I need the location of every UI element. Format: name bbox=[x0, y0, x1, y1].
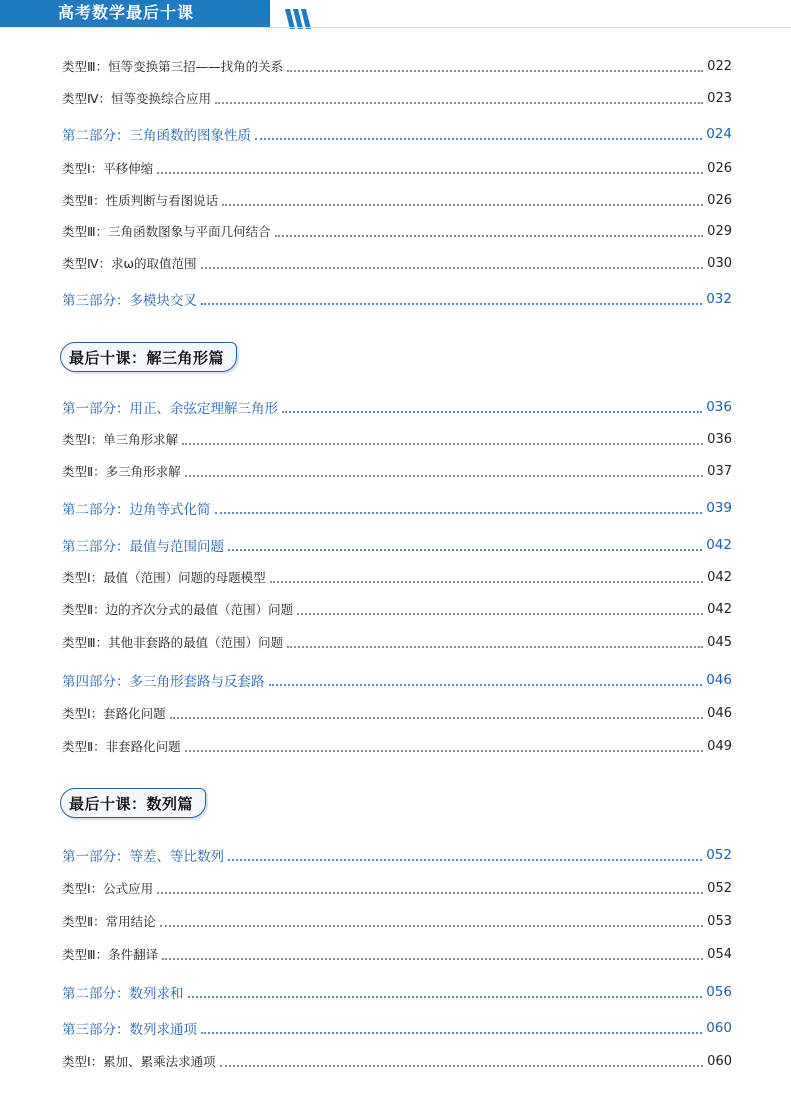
toc-part-entry[interactable] bbox=[62, 395, 732, 419]
leader-dots bbox=[157, 892, 703, 894]
toc-part-label: 第三部分：最值与范围问题 bbox=[62, 539, 224, 555]
toc-entry-page: 036 bbox=[707, 431, 732, 447]
toc-entry-page: 030 bbox=[707, 255, 732, 271]
toc-entry-label: 类型Ⅱ：边的齐次分式的最值（范围）问题 bbox=[62, 602, 294, 617]
toc-entry-label: 类型Ⅲ：三角函数图象与平面几何结合 bbox=[62, 224, 271, 239]
leader-dots bbox=[170, 717, 703, 719]
toc-part-page: 032 bbox=[706, 291, 732, 307]
toc-part-label: 第四部分：多三角形套路与反套路 bbox=[62, 674, 265, 690]
leader-dots bbox=[215, 102, 703, 104]
header-slash-decoration-icon bbox=[283, 9, 313, 29]
leader-dots bbox=[222, 204, 703, 206]
toc-part-page: 036 bbox=[706, 399, 732, 415]
toc-part-entry[interactable] bbox=[62, 1016, 732, 1040]
toc-part-entry[interactable] bbox=[62, 843, 732, 867]
toc-part-page: 052 bbox=[706, 847, 732, 863]
toc-entry-page: 052 bbox=[707, 880, 732, 896]
section-title: 最后十课：解三角形篇 bbox=[69, 348, 225, 367]
toc-entry[interactable] bbox=[62, 219, 732, 243]
leader-dots bbox=[201, 267, 704, 269]
toc-part-entry[interactable] bbox=[62, 122, 732, 146]
leader-dots bbox=[287, 646, 703, 648]
toc-entry[interactable] bbox=[62, 701, 732, 725]
toc-entry[interactable] bbox=[62, 630, 732, 654]
toc-entry[interactable] bbox=[62, 251, 732, 275]
leader-dots bbox=[270, 581, 703, 583]
toc-entry-label: 类型Ⅳ：恒等变换综合应用 bbox=[62, 91, 212, 106]
toc-entry[interactable] bbox=[62, 54, 732, 78]
leader-dots bbox=[228, 859, 702, 861]
toc-part-label: 第三部分：多模块交叉 bbox=[62, 293, 197, 309]
toc-entry[interactable] bbox=[62, 909, 732, 933]
leader-dots bbox=[297, 613, 703, 615]
toc-entry-label: 类型Ⅲ：恒等变换第三招——找角的关系 bbox=[62, 59, 284, 74]
toc-entry-label: 类型Ⅱ：性质判断与看图说话 bbox=[62, 193, 219, 208]
leader-dots bbox=[182, 443, 703, 445]
toc-part-entry[interactable] bbox=[62, 668, 732, 692]
leader-dots bbox=[185, 750, 704, 752]
leader-dots bbox=[255, 138, 702, 140]
book-title: 高考数学最后十课 bbox=[58, 3, 195, 22]
toc-part-entry[interactable] bbox=[62, 496, 732, 520]
toc-part-page: 060 bbox=[706, 1020, 732, 1036]
toc-entry-page: 054 bbox=[707, 946, 732, 962]
leader-dots bbox=[201, 1032, 702, 1034]
toc-entry-label: 类型Ⅰ：公式应用 bbox=[62, 881, 154, 896]
toc-entry-page: 046 bbox=[707, 705, 732, 721]
toc-entry-page: 042 bbox=[707, 569, 732, 585]
toc-entry[interactable] bbox=[62, 876, 732, 900]
toc-part-label: 第二部分：边角等式化简 bbox=[62, 502, 211, 518]
leader-dots bbox=[157, 172, 703, 174]
toc-entry-page: 049 bbox=[707, 738, 732, 754]
toc-part-label: 第一部分：用正、余弦定理解三角形 bbox=[62, 401, 278, 417]
section-badge-sequence bbox=[60, 788, 206, 818]
leader-dots bbox=[215, 512, 703, 514]
leader-dots bbox=[269, 684, 703, 686]
toc-entry-page: 026 bbox=[707, 160, 732, 176]
leader-dots bbox=[188, 996, 703, 998]
leader-dots bbox=[162, 958, 703, 960]
toc-entry-label: 类型Ⅰ：平移伸缩 bbox=[62, 161, 154, 176]
toc-part-label: 第一部分：等差、等比数列 bbox=[62, 849, 224, 865]
section-badge-triangle bbox=[60, 342, 237, 372]
toc-part-label: 第二部分：数列求和 bbox=[62, 986, 184, 1002]
toc-entry-page: 045 bbox=[707, 634, 732, 650]
toc-entry[interactable] bbox=[62, 597, 732, 621]
toc-entry-label: 类型Ⅰ：累加、累乘法求通项 bbox=[62, 1054, 216, 1069]
toc-entry[interactable] bbox=[62, 1049, 732, 1073]
toc-entry-page: 037 bbox=[707, 463, 732, 479]
leader-dots bbox=[220, 1065, 703, 1067]
toc-part-label: 第三部分：数列求通项 bbox=[62, 1022, 197, 1038]
leader-dots bbox=[201, 303, 702, 305]
toc-part-page: 039 bbox=[706, 500, 732, 516]
toc-entry-page: 042 bbox=[707, 601, 732, 617]
toc-entry-page: 029 bbox=[707, 223, 732, 239]
toc-entry[interactable] bbox=[62, 459, 732, 483]
toc-entry[interactable] bbox=[62, 86, 732, 110]
toc-part-entry[interactable] bbox=[62, 287, 732, 311]
header-rule bbox=[0, 27, 791, 28]
toc-entry-label: 类型Ⅲ：其他非套路的最值（范围）问题 bbox=[62, 635, 284, 650]
toc-entry[interactable] bbox=[62, 942, 732, 966]
leader-dots bbox=[160, 925, 704, 927]
toc-entry-label: 类型Ⅱ：常用结论 bbox=[62, 914, 156, 929]
toc-part-page: 042 bbox=[706, 537, 732, 553]
toc-entry-page: 053 bbox=[707, 913, 732, 929]
leader-dots bbox=[228, 549, 702, 551]
toc-entry-label: 类型Ⅳ：求ω的取值范围 bbox=[62, 256, 197, 271]
toc-part-page: 046 bbox=[706, 672, 732, 688]
section-title: 最后十课：数列篇 bbox=[69, 794, 194, 813]
toc-entry-label: 类型Ⅱ：非套路化问题 bbox=[62, 739, 181, 754]
leader-dots bbox=[287, 70, 703, 72]
toc-entry-label: 类型Ⅰ：套路化问题 bbox=[62, 706, 166, 721]
toc-part-label: 第二部分：三角函数的图象性质 bbox=[62, 128, 251, 144]
leader-dots bbox=[282, 411, 702, 413]
toc-entry-label: 类型Ⅲ：条件翻译 bbox=[62, 947, 159, 962]
leader-dots bbox=[185, 475, 704, 477]
toc-entry-page: 022 bbox=[707, 58, 732, 74]
toc-part-page: 056 bbox=[706, 984, 732, 1000]
toc-entry[interactable] bbox=[62, 565, 732, 589]
toc-entry[interactable] bbox=[62, 156, 732, 180]
toc-entry-label: 类型Ⅰ：最值（范围）问题的母题模型 bbox=[62, 570, 266, 585]
toc-entry-label: 类型Ⅰ：单三角形求解 bbox=[62, 432, 179, 447]
toc-entry-page: 060 bbox=[707, 1053, 732, 1069]
leader-dots bbox=[275, 235, 704, 237]
toc-entry[interactable] bbox=[62, 188, 732, 212]
toc-entry-label: 类型Ⅱ：多三角形求解 bbox=[62, 464, 181, 479]
toc-entry-page: 023 bbox=[707, 90, 732, 106]
toc-part-entry[interactable] bbox=[62, 980, 732, 1004]
toc-entry[interactable] bbox=[62, 427, 732, 451]
toc-part-entry[interactable] bbox=[62, 533, 732, 557]
toc-part-page: 024 bbox=[706, 126, 732, 142]
toc-entry-page: 026 bbox=[707, 192, 732, 208]
toc-entry[interactable] bbox=[62, 734, 732, 758]
